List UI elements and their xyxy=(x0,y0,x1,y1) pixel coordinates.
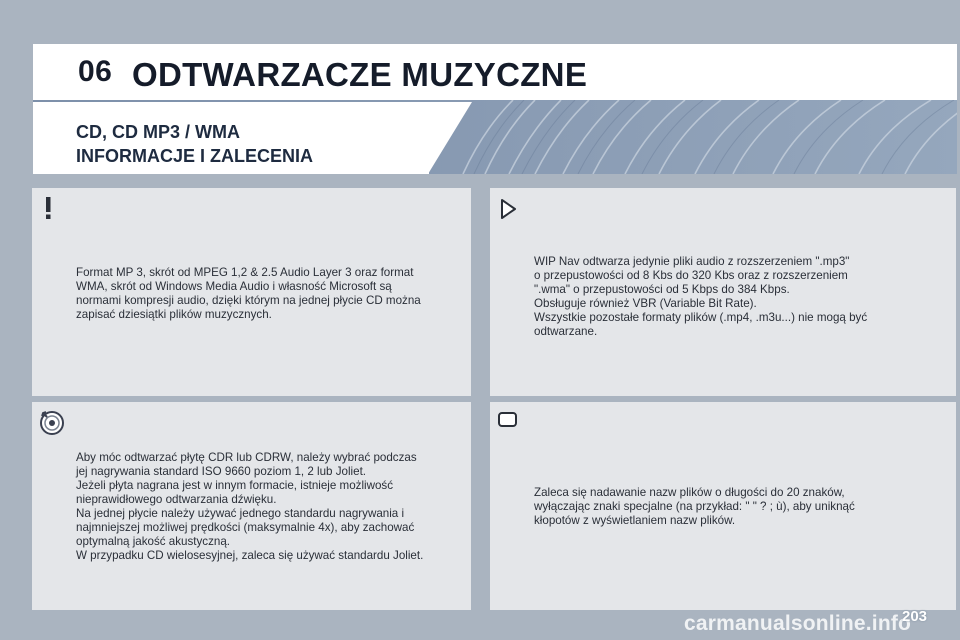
watermark: carmanualsonline.info xyxy=(684,612,912,635)
disc-text: Aby móc odtwarzać płytę CDR lub CDRW, należy wybrać podczas jej nagrywania standard ISO 9660 poziom 1, 2 lub Joliet. Jeżeli płyta nagrana jest w innym formacie, istnieje możliwość nieprawidłowego odtwarzania dźwięku. Na jednej płycie należy używać jednego standardu nagrywania i najmniejszej możliwej prędkości (maksymalnie 4x), aby zachować optymalną jakość akustyczną. W przypadku CD wielosesyjnej, zaleca się używać standardu Joliet. xyxy=(76,451,424,562)
subtitle-line-1: CD, CD MP3 / WMA xyxy=(76,122,240,142)
section-subtitle xyxy=(76,120,313,168)
info-text: Zaleca się nadawanie nazw plików o długości do 20 znaków, wyłączając znaki specjalne (na przykład: " " ? ; ù), aby uniknąć kłopotów z wyświetlaniem nazw plików. xyxy=(534,486,855,527)
chapter-title: ODTWARZACZE MUZYCZNE xyxy=(132,56,588,93)
play-icon xyxy=(497,197,519,221)
rounded-rect-icon xyxy=(497,410,519,430)
exclamation-icon xyxy=(36,195,60,221)
subtitle-line-2: INFORMACJE I ZALECENIA xyxy=(76,146,314,166)
disc-icon xyxy=(38,408,66,436)
play-text: WIP Nav odtwarza jedynie pliki audio z rozszerzeniem ".mp3" o przepustowości od 8 Kbs do 320 Kbs oraz z rozszerzeniem ".wma" o przepustowości od 5 Kbps do 384 Kbps. Obsługuje również VBR (Variable Bit Rate). Wszystkie pozostałe formaty plików (.mp4, .m3u...) nie mogą być odtwarzane. xyxy=(534,255,868,338)
chapter-number: 06 xyxy=(78,55,113,88)
page-number: 203 xyxy=(902,608,928,625)
warning-text: Format MP 3, skrót od MPEG 1,2 & 2.5 Audio Layer 3 oraz format WMA, skrót od Windows Media Audio i własność Microsoft są normami kompresji audio, dzięki którym na jednej płycie CD można zapisać dziesiątki plików muzycznych. xyxy=(76,266,421,321)
subtitle-box-slant xyxy=(428,102,472,174)
